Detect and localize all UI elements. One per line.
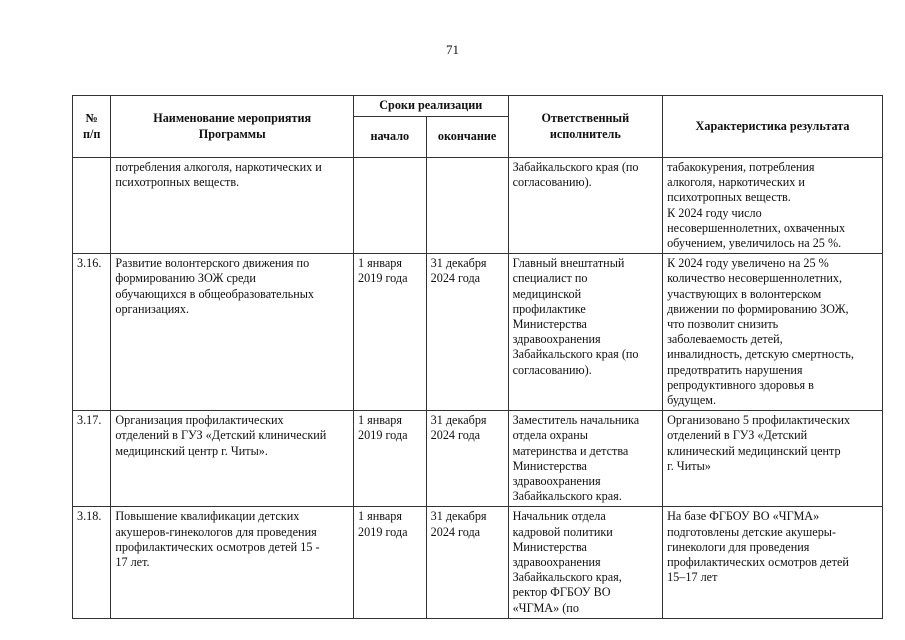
header-name: Наименование мероприятия Программы xyxy=(111,96,354,158)
row-result: Организовано 5 профилактических отделений в ГУЗ «Детский клинический медицинский центр г. Читы» xyxy=(663,411,883,507)
header-start: начало xyxy=(354,117,427,158)
row-num xyxy=(73,158,111,254)
row-name: Повышение квалификации детских акушеров-гинекологов для проведения профилактических осмотров детей 15 - 17 лет. xyxy=(111,507,354,618)
program-table xyxy=(72,95,883,619)
page-number: 71 xyxy=(446,42,459,57)
table-row xyxy=(73,158,883,254)
row-responsible: Заместитель начальника отдела охраны материнства и детства Министерства здравоохранения Забайкальского края. xyxy=(508,411,663,507)
row-responsible: Начальник отдела кадровой политики Министерства здравоохранения Забайкальского края, ректор ФГБОУ ВО «ЧГМА» (по xyxy=(508,507,663,618)
row-start: 1 января 2019 года xyxy=(354,254,427,411)
table-row xyxy=(73,254,883,411)
row-num: 3.18. xyxy=(73,507,111,618)
row-name: потребления алкоголя, наркотических и психотропных веществ. xyxy=(111,158,354,254)
row-end: 31 декабря 2024 года xyxy=(426,254,508,411)
header-num: № п/п xyxy=(73,96,111,158)
header-result: Характеристика результата xyxy=(663,96,883,158)
row-result: К 2024 году увеличено на 25 % количество несовершеннолетних, участвующих в волонтерском движении по формированию ЗОЖ, что позволит снизить заболеваемость детей, инвалидность, детскую смертность, предотвратить нарушения репродуктивного здоровья в будущем. xyxy=(663,254,883,411)
row-end: 31 декабря 2024 года xyxy=(426,507,508,618)
row-responsible: Главный внештатный специалист по медицинской профилактике Министерства здравоохранения Забайкальского края (по согласованию). xyxy=(508,254,663,411)
row-name: Организация профилактических отделений в ГУЗ «Детский клинический медицинский центр г. Читы». xyxy=(111,411,354,507)
row-name: Развитие волонтерского движения по формированию ЗОЖ среди обучающихся в общеобразовательных организациях. xyxy=(111,254,354,411)
header-responsible: Ответственный исполнитель xyxy=(508,96,663,158)
row-result: На базе ФГБОУ ВО «ЧГМА» подготовлены детские акушеры- гинекологи для проведения профилактических осмотров детей 15–17 лет xyxy=(663,507,883,618)
row-start xyxy=(354,158,427,254)
row-responsible: Забайкальского края (по согласованию). xyxy=(508,158,663,254)
row-num: 3.17. xyxy=(73,411,111,507)
header-end: окончание xyxy=(426,117,508,158)
row-start: 1 января 2019 года xyxy=(354,507,427,618)
row-start: 1 января 2019 года xyxy=(354,411,427,507)
row-end: 31 декабря 2024 года xyxy=(426,411,508,507)
row-end xyxy=(426,158,508,254)
header-terms: Сроки реализации xyxy=(354,96,509,117)
row-result: табакокурения, потребления алкоголя, наркотических и психотропных веществ. К 2024 году число несовершеннолетних, охваченных обучением, увеличилось на 25 %. xyxy=(663,158,883,254)
table-row xyxy=(73,411,883,507)
row-num: 3.16. xyxy=(73,254,111,411)
table-row xyxy=(73,507,883,618)
